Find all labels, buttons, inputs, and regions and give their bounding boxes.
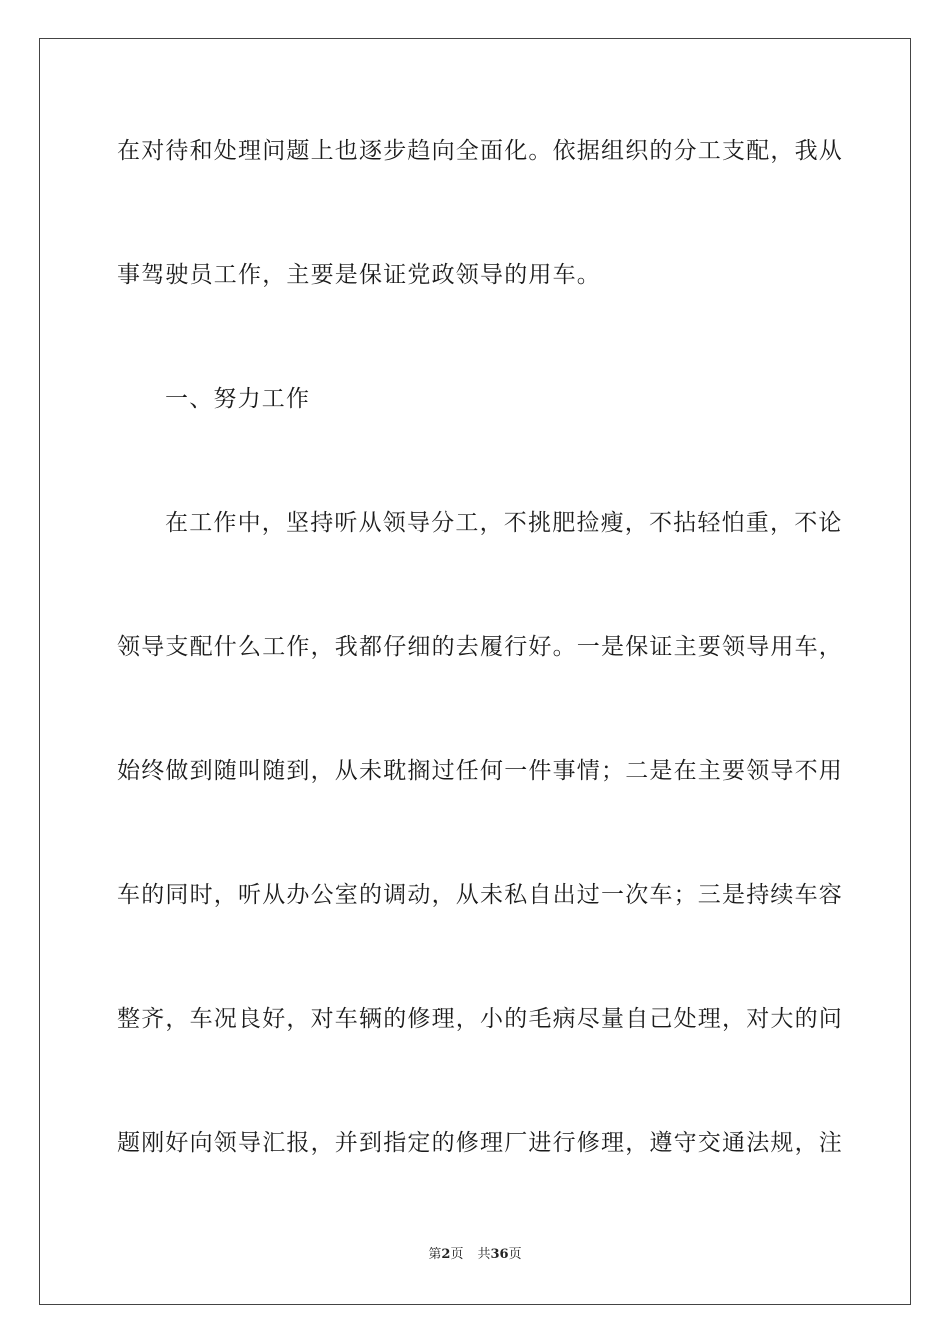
footer-page-suffix: 页 [450, 1247, 464, 1262]
footer-page-prefix: 第 [428, 1247, 442, 1262]
footer-total-prefix: 共 [477, 1247, 491, 1262]
body-line-6: 始终做到随叫随到，从未耽搁过任何一件事情；二是在主要领导不用 [117, 758, 843, 784]
body-line-1: 在对待和处理问题上也逐步趋向全面化。依据组织的分工支配，我从 [117, 138, 843, 164]
body-line-9: 题刚好向领导汇报，并到指定的修理厂进行修理，遵守交通法规，注 [117, 1130, 843, 1156]
body-line-2: 事驾驶员工作，主要是保证党政领导的用车。 [117, 262, 601, 288]
body-line-8: 整齐，车况良好，对车辆的修理，小的毛病尽量自己处理，对大的问 [117, 1006, 843, 1032]
body-line-5: 领导支配什么工作，我都仔细的去履行好。一是保证主要领导用车， [117, 634, 843, 660]
footer-total-pages: 36 [490, 1247, 509, 1262]
footer-page-number: 2 [441, 1247, 451, 1262]
body-line-7: 车的同时，听从办公室的调动，从未私自出过一次车；三是持续车容 [117, 882, 843, 908]
footer-total-suffix: 页 [508, 1247, 522, 1262]
section-heading: 一、努力工作 [165, 386, 311, 412]
body-line-4: 在工作中，坚持听从领导分工，不挑肥捡瘦，不拈轻怕重，不论 [165, 510, 843, 536]
page-footer [0, 1246, 950, 1264]
page-border [39, 38, 911, 1305]
